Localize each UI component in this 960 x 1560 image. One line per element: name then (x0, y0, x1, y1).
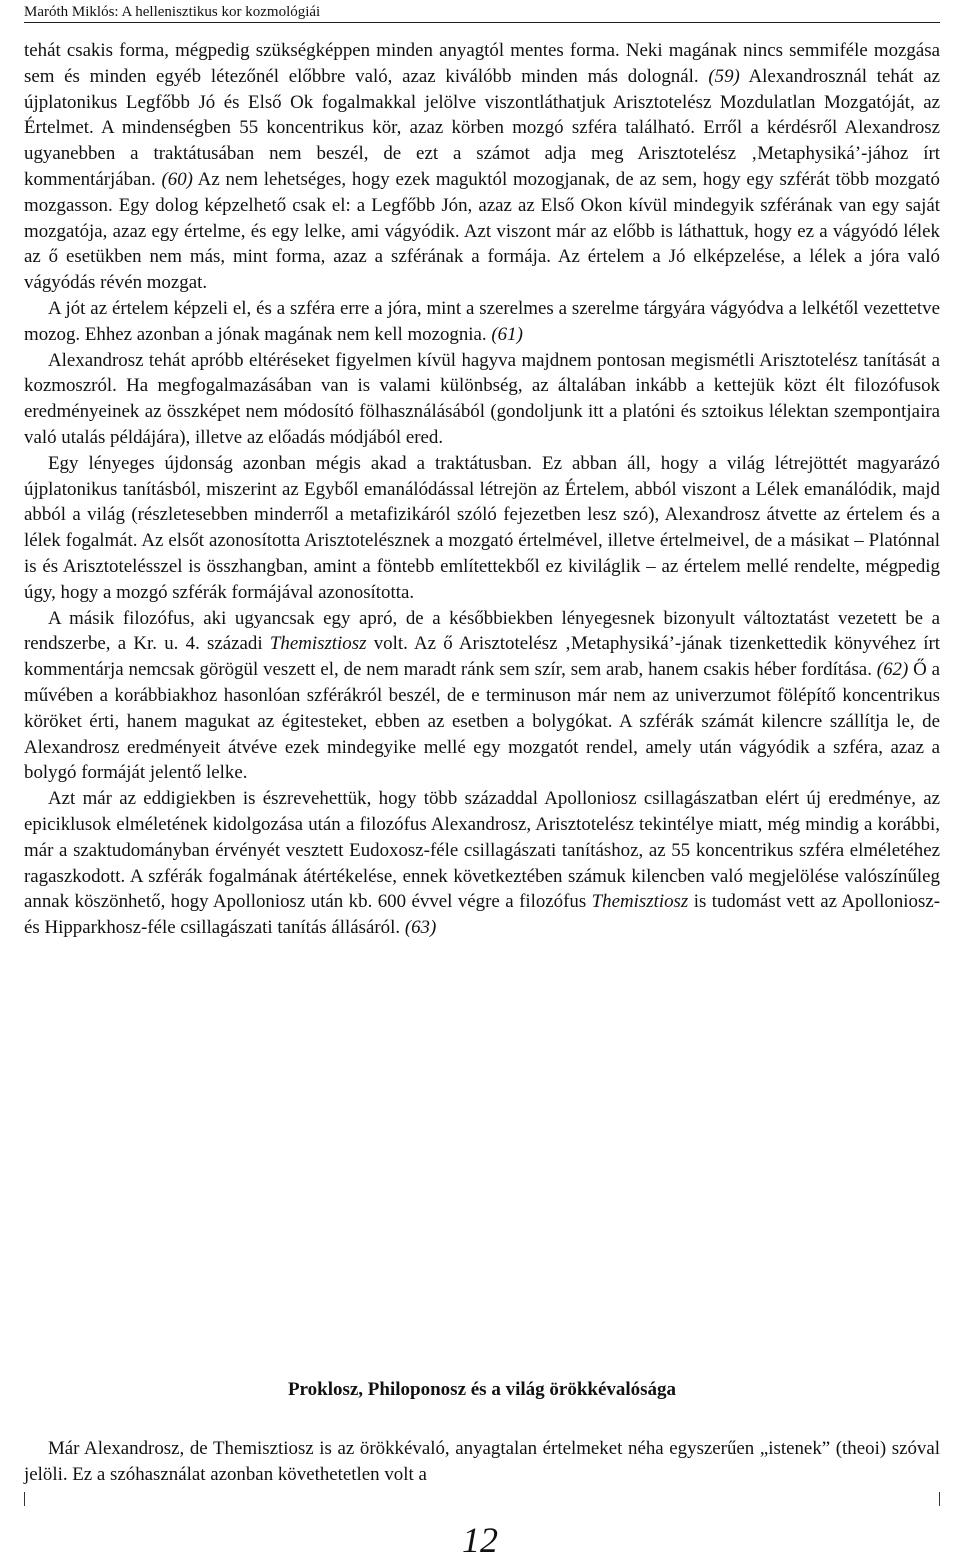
text-run: Alexandrosz tehát apróbb eltéréseket figyelmen kívül hagyva majdnem pontosan megismétli Arisztotelész tanítását a kozmoszról. Ha megfogalmazásában van is valami különbség, az általában inkább a kettejük közt élt filozófusok eredményeinek az összképet nem módosító fölhasználásából (gondoljunk itt a platóni és sztoikus lélektan szempontjaira való utalás példájára), illetve az előadás módjából ered. (24, 349, 940, 448)
text-run: Ő a művében a korábbiakhoz hasonlóan szférákról beszél, de e terminuson már nem az univerzumot fölépítő koncentrikus köröket érti, hanem magukat az égitesteket, ebben az esetben a bolygókat. A szférák számát kilencre szállítja le, de Alexandrosz eredményeit átvéve ezek mindegyike mellé egy mozgatót rendel, amely után vágyódik a szféra, azaz a bolygó formáját jelentő lelke. (24, 659, 940, 784)
crop-mark-left (24, 1492, 25, 1506)
emphasis-text: (62) (876, 659, 909, 681)
crop-mark-right (939, 1492, 940, 1506)
emphasis-text: Themisztiosz (591, 891, 689, 913)
text-run: tehát csakis forma, mégpedig szükségképpen minden anyagtól mentes forma. Neki magának nincs semmiféle mozgása sem és minden egyéb létezőnél előbbre való, azaz kiválóbb minden más dolognál. (24, 40, 940, 87)
closing-text (24, 1436, 940, 1488)
paragraph-6 (24, 786, 940, 941)
page-number: 12 (462, 1520, 498, 1560)
paragraph-4 (24, 451, 940, 606)
paragraph-3 (24, 348, 940, 451)
paragraph-7: Már Alexandrosz, de Themisztiosz is az örökkévaló, anyagtalan értelmeket néha egyszerűen „istenek” (theoi) szóval jelöli. Ez a szóhasználat azonban követhetetlen volt a (24, 1438, 940, 1485)
emphasis-text: (61) (491, 323, 523, 345)
header-rule (24, 22, 940, 23)
emphasis-text: (59) (708, 65, 740, 87)
emphasis-text: (60) (161, 168, 193, 190)
emphasis-text: Themisztiosz (269, 633, 367, 655)
text-run: A jót az értelem képzeli el, és a szféra erre a jóra, mint a szerelmes a szerelme tárgyára vágyódva a lelkétől vezettetve mozog. Ehhez azonban a jónak magának nem kell mozognia. (24, 297, 940, 345)
text-run: Azt már az eddigiekben is észrevehettük, hogy több századdal Apolloniosz csillagászatban elért új eredménye, az epiciklusok elméletének kidolgozása után a filozófus Alexandrosz, Arisztotelész tekintélye miatt, még mindig a korábbi, már a szaktudományban érvényét vesztett Eudoxosz-féle csillagászati tanításhoz, az 55 koncentrikus szféra elméletéhez ragaszkodott. A szférák fogalmának átértékelése, ennek következtében számuk kilencben való megjelölése valószínűleg annak köszönhető, hogy Apolloniosz után kb. 600 évvel végre a filozófus (24, 788, 940, 913)
text-run: Az nem lehetséges, hogy ezek maguktól mozogjanak, de az sem, hogy egy szférát több mozgató mozgasson. Egy dolog képzelhető csak el: a Legfőbb Jón, azaz az Első Okon kívül mindegyik szférának van egy saját mozgatója, azaz egy értelme, és egy lelke, ami vágyódik. Azt viszont már az előbb is láthattuk, hogy ez a vágyódó lélek az ő esetükben nem más, mint forma, azaz a szférának a formája. Az értelem a Jó elképzelése, a lélek a jóra való vágyódás révén mozgat. (24, 168, 940, 294)
paragraph-2 (24, 296, 940, 348)
section-heading: Proklosz, Philoponosz és a világ örökkévalósága (287, 1379, 677, 1400)
text-run: Egy lényeges újdonság azonban mégis akad a traktátusban. Ez abban áll, hogy a világ létrejöttét magyarázó újplatonikus tanításból, miszerint az Egyből emanálódással létrejön az Értelem, abból viszont a Lélek emanálódik, majd abból a világ (részletesebben minderről a metafizikáról szóló fejezetben lesz szó), Alexandrosz átvette az értelem és a lélek fogalmát. Az elsőt azonosította Arisztotelésznek a mozgató értelmével, illetve értelmeivel, de a másikat – Platónnal is és Arisztotelésszel is összhangban, amint a föntebb említettekből ez kiviláglik – az értelem mellé rendelte, mégpedig úgy, hogy a mozgó szférák formájával azonosította. (24, 452, 940, 603)
paragraph-1 (24, 38, 940, 296)
text-run: Alexandrosznál tehát az újplatonikus Legfőbb Jó és Első Ok fogalmakkal jelölve viszontláthatjuk Arisztotelész Mozdulatlan Mozgatóját, az Értelmet. A mindenségben 55 koncentrikus kör, azaz körben mozgó szféra található. Erről a kérdésről Alexandrosz ugyanebben a traktátusában nem beszél, de ezt a számot adja meg Arisztotelész ‚Metaphysiká’-jához írt kommentárjában. (24, 65, 940, 190)
emphasis-text: (63) (404, 917, 437, 939)
text-run: A másik filozófus, aki ugyancsak egy apró, de a későbbiekben lényegesnek bizonyult változtatást vezetett be a rendszerbe, a Kr. u. 4. századi (24, 607, 940, 655)
paragraph-5 (24, 606, 940, 787)
text-run: is tudomást vett az Apolloniosz- és Hipparkhosz-féle csillagászati tanítás állásáról. (24, 891, 941, 939)
main-text (24, 38, 940, 941)
running-head: Maróth Miklós: A hellenisztikus kor kozmológiái (24, 4, 321, 20)
text-run: volt. Az ő Arisztotelész ‚Metaphysiká’-jának tizenkettedik könyvéhez írt kommentárja nemcsak görögül veszett el, de nem maradt ránk sem szír, sem arab, hanem csakis héber fordítása. (24, 633, 940, 681)
